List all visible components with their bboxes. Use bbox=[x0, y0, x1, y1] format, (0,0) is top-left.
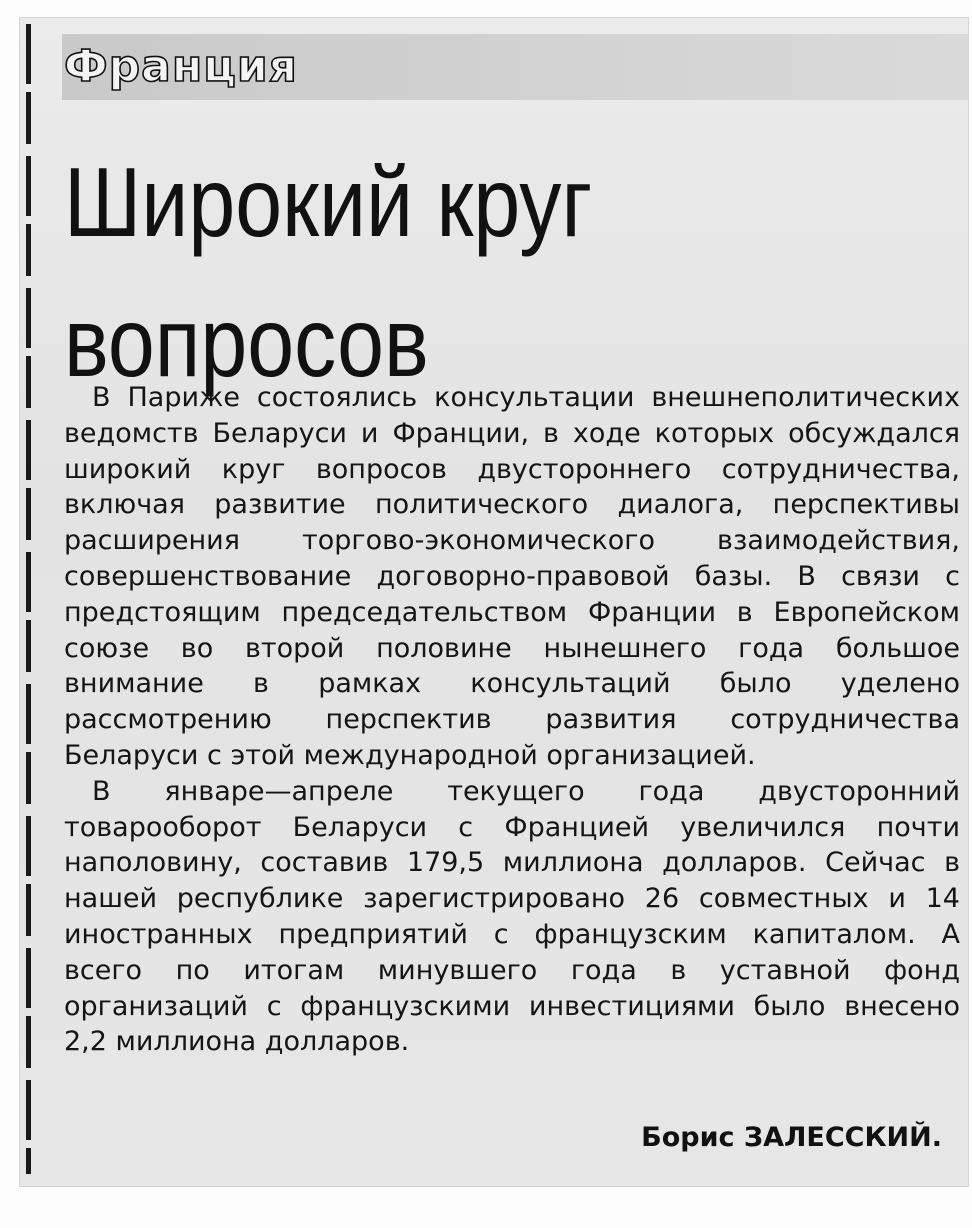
left-border-rule bbox=[26, 24, 31, 1174]
headline bbox=[64, 132, 821, 412]
headline-line-2: вопросов bbox=[64, 287, 429, 397]
author-byline: Борис ЗАЛЕССКИЙ. bbox=[641, 1122, 942, 1153]
rubric-label: Франция bbox=[64, 41, 298, 92]
article-paragraph-1: В Париже состоялись консультации внешнеполитических ведомств Беларуси и Франции, в ходе которых обсуждался широкий круг вопросов двустороннего сотрудничества, включая развитие политического диалога, перспективы расширения торгово-экономического взаимодействия, совершенствование договорно-правовой базы. В связи с предстоящим председательством Франции в Европейском союзе во второй половине нынешнего года большое внимание в рамках консультаций было уделено рассмотрению перспектив развития сотрудничества Беларуси с этой международной организацией. bbox=[64, 382, 960, 771]
article-body bbox=[64, 380, 960, 1060]
headline-line-1: Широкий круг bbox=[64, 147, 593, 257]
article-paragraph-2: В январе—апреле текущего года двусторонний товарооборот Беларуси с Францией увеличился почти наполовину, составив 179,5 миллиона долларов. Сейчас в нашей республике зарегистрировано 26 совместных и 14 иностранных предприятий с французским капиталом. А всего по итогам минувшего года в уставной фонд организаций с французскими инвестициями было внесено 2,2 миллиона долларов. bbox=[64, 775, 960, 1058]
